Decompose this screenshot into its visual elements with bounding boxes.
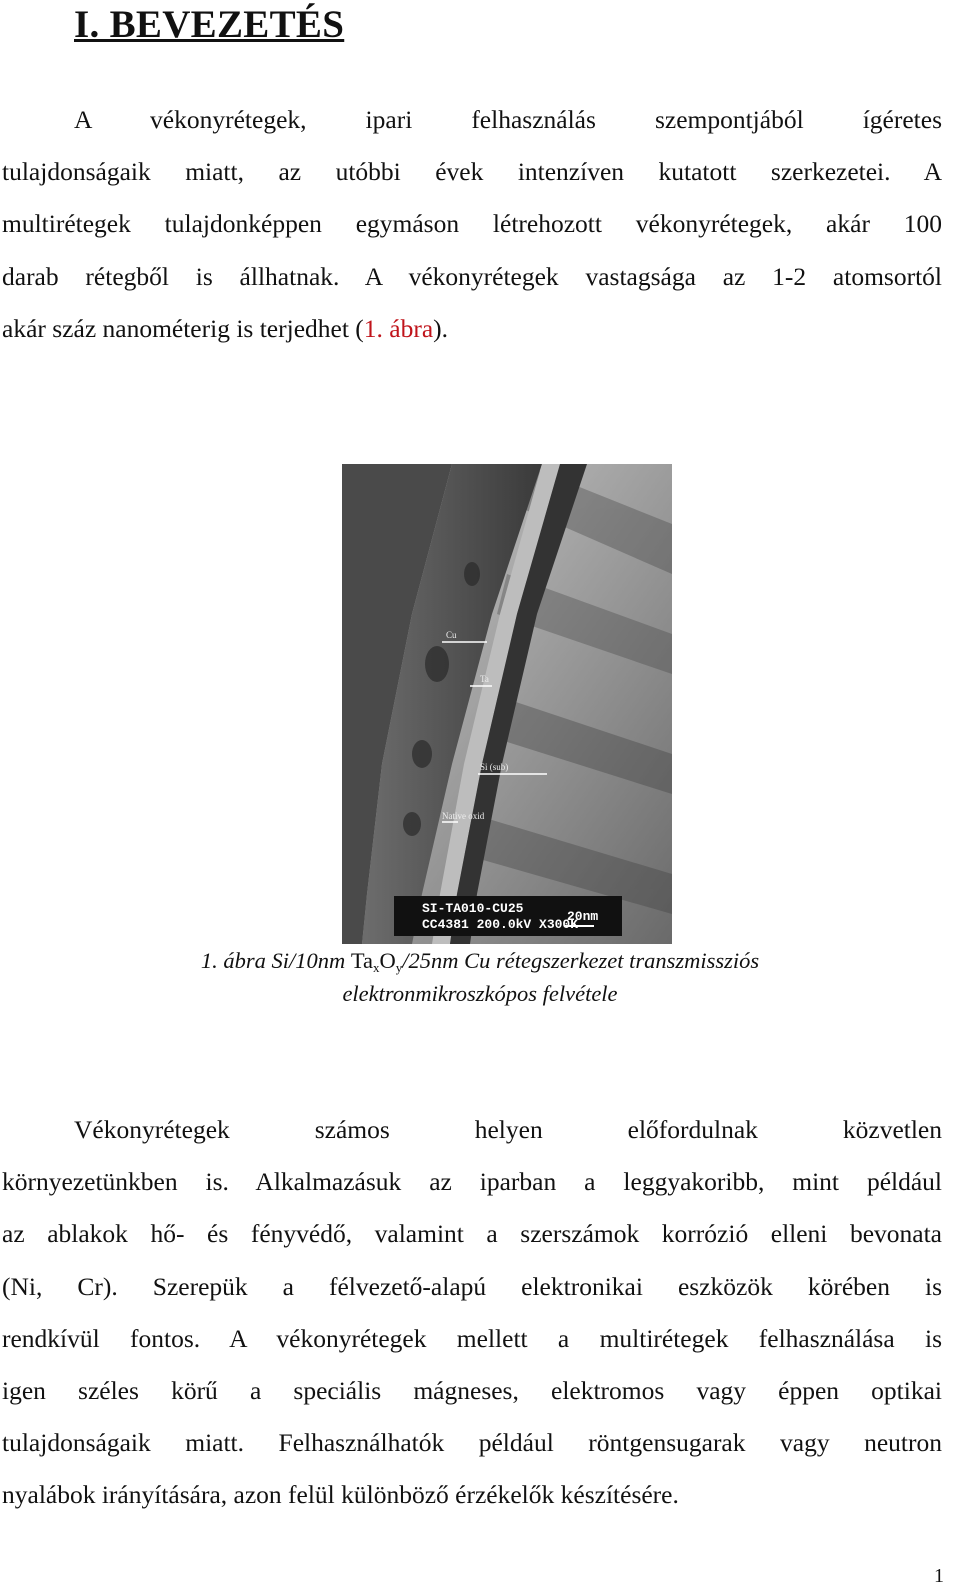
paragraph-line: A vékonyrétegek, ipari felhasználás szempontjából ígéretes	[74, 105, 942, 134]
page-number: 1	[934, 1565, 944, 1587]
paragraph-line: rendkívül fontos. A vékonyrétegek mellett a multirétegek felhasználása is	[2, 1323, 942, 1353]
caption-sub-y: y	[395, 960, 403, 975]
figure-reference-link[interactable]: 1. ábra	[363, 313, 434, 343]
paragraph-line: multirétegek tulajdonképpen egymáson létrehozott vékonyrétegek, akár 100	[2, 209, 942, 239]
paragraph-line: környezetünkben is. Alkalmazásuk az iparban a leggyakoribb, mint például	[2, 1167, 942, 1197]
caption-sub-x: x	[373, 960, 380, 975]
si-sub-label: Si (sub)	[480, 762, 509, 772]
intro-paragraph	[2, 94, 942, 355]
paragraph-line: az ablakok hő- és fényvédő, valamint a szerszámok korrózió elleni bevonata	[2, 1219, 942, 1249]
paragraph-line: tulajdonságaik miatt, az utóbbi évek intenzíven kutatott szerkezetei. A	[2, 157, 942, 187]
paragraph-line: darab rétegből is állhatnak. A vékonyrétegek vastagsága az 1-2 atomsortól	[2, 261, 942, 291]
caption-text: 1. ábra Si/10nm	[200, 948, 351, 973]
native-oxid-label: Native oxid	[442, 811, 485, 821]
caption-o: O	[379, 948, 396, 973]
sample-id: SI-TA010-CU25	[422, 901, 524, 916]
cu-label: Cu	[446, 630, 457, 640]
body-paragraph	[2, 1104, 942, 1522]
caption-ta: Ta	[350, 948, 374, 973]
scale-label: 20nm	[567, 909, 599, 924]
paragraph-line	[2, 303, 942, 355]
paragraph-line: nyalábok irányítására, azon felül különböző érzékelők készítésére.	[2, 1480, 679, 1510]
text-run: ).	[433, 313, 449, 343]
ta-label: Ta	[480, 674, 489, 684]
paragraph-line: Vékonyrétegek számos helyen előfordulnak közvetlen	[74, 1115, 942, 1144]
instrument-info: CC4381 200.0kV X300K	[422, 917, 579, 932]
paragraph-line: tulajdonságaik miatt. Felhasználhatók például röntgensugarak vagy neutron	[2, 1428, 942, 1458]
section-heading: I. BEVEZETÉS	[74, 3, 345, 46]
figure-caption-line2: elektronmikroszkópos felvétele	[342, 981, 618, 1006]
caption-text: /25nm Cu rétegszerkezet transzmissziós	[402, 948, 760, 973]
text-run: akár száz nanométerig is terjedhet (	[2, 313, 364, 343]
tem-micrograph	[342, 464, 672, 944]
paragraph-line: (Ni, Cr). Szerepük a félvezető-alapú elektronikai eszközök körében is	[2, 1271, 942, 1301]
paragraph-line: igen széles körű a speciális mágneses, elektromos vagy éppen optikai	[2, 1375, 942, 1405]
